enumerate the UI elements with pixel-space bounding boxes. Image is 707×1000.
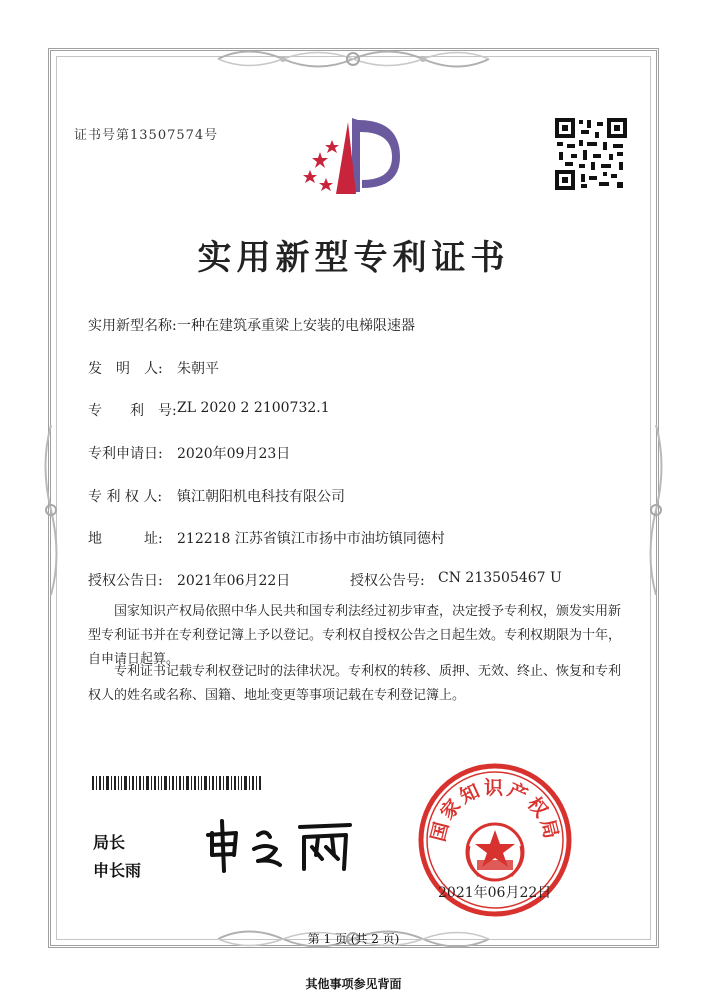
filing-date-label: 专利申请日:: [88, 446, 163, 462]
grant-number-label: 授权公告号:: [350, 573, 425, 589]
utility-name-value: 一种在建筑承重梁上安装的电梯限速器: [177, 318, 415, 334]
top-ornament: [213, 44, 494, 74]
utility-name-label: 实用新型名称:: [88, 318, 177, 334]
page-indicator: 第 1 页 (共 2 页): [307, 932, 400, 946]
handwritten-signature: [200, 815, 360, 875]
body-paragraph-2: 专利证书记载专利权登记时的法律状况。专利权的转移、质押、无效、终止、恢复和专利权人的姓名或名称、国籍、地址变更等事项记载在专利登记簿上。: [88, 664, 622, 703]
grant-date-label: 授权公告日:: [88, 573, 163, 589]
right-ornament: [645, 420, 667, 600]
svg-text:国家知识产权局: 国家知识产权局: [427, 777, 563, 844]
left-ornament: [40, 420, 62, 600]
director-name: 申长雨: [93, 861, 142, 880]
qr-code: [555, 118, 627, 190]
certificate-title: 实用新型专利证书: [197, 238, 510, 278]
patent-number-value: ZL 2020 2 2100732.1: [177, 400, 330, 416]
address-value: 212218 江苏省镇江市扬中市油坊镇同德村: [177, 531, 445, 547]
cnipa-logo-icon: [300, 112, 410, 202]
seal-date: 2021年06月22日: [438, 885, 552, 901]
patent-number-label: 专 利 号:: [88, 403, 177, 419]
director-title: 局长: [93, 833, 126, 852]
address-label: 地 址:: [88, 531, 163, 547]
inventor-value: 朱朝平: [177, 361, 219, 377]
patentee-label: 专 利 权 人:: [88, 489, 163, 505]
filing-date-value: 2020年09月23日: [177, 446, 291, 462]
barcode: [92, 776, 262, 790]
certificate-number: 证书号第13507574号: [74, 128, 219, 143]
inventor-label: 发 明 人:: [88, 361, 163, 377]
patentee-value: 镇江朝阳机电科技有限公司: [177, 489, 345, 505]
body-paragraph-1: 国家知识产权局依照中华人民共和国专利法经过初步审查，决定授予专利权，颁发实用新型专利证书并在专利登记簿上予以登记。专利权自授权公告之日起生效。专利权期限为十年，自申请日起算。: [88, 604, 622, 667]
grant-number-value: CN 213505467 U: [438, 570, 562, 586]
back-note: 其他事项参见背面: [305, 977, 402, 991]
grant-date-value: 2021年06月22日: [177, 573, 291, 589]
